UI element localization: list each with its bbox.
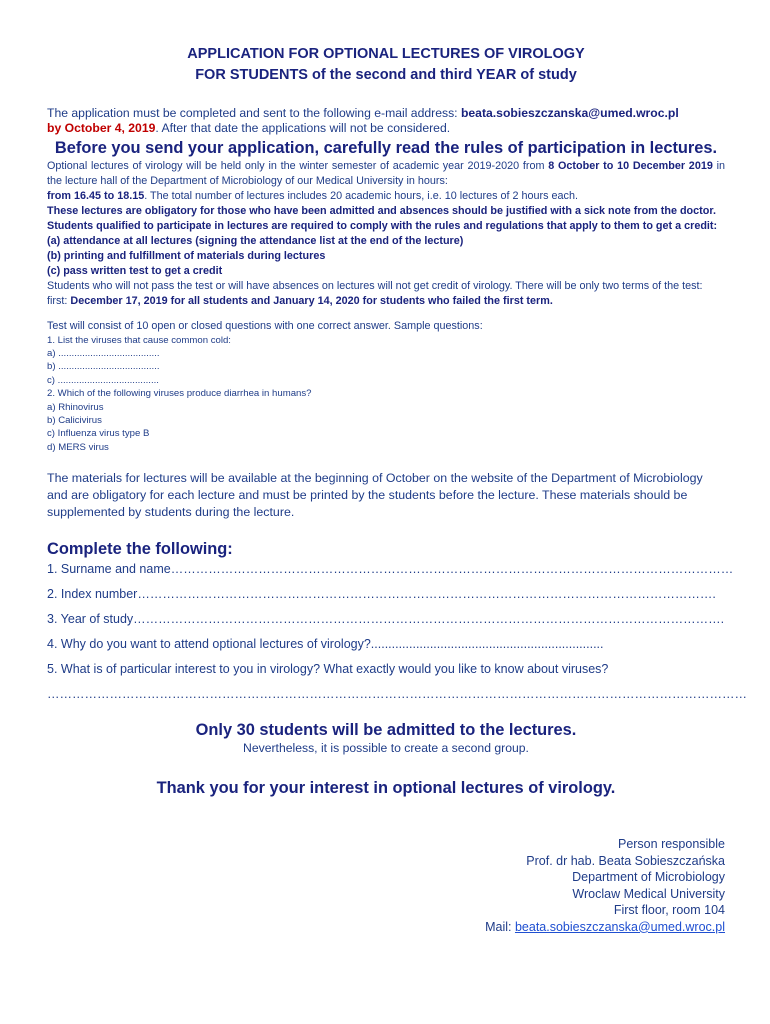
rules-obligatory: These lectures are obligatory for those who have been admitted and absences should be justified with a sick note from the doctor. (47, 205, 716, 217)
intro-paragraph (47, 106, 725, 136)
test-line: 2. Which of the following viruses produce diarrhea in humans? (47, 388, 312, 400)
field-interest-question: 5. What is of particular interest to you in virology? What exactly would you like to know about viruses? (47, 662, 609, 677)
signature-name: Prof. dr hab. Beata Sobieszczańska (526, 853, 725, 868)
schedule-text-2: in the lecture hall of the Department of Microbiology of our Medical University in hours: (47, 160, 725, 187)
title-line-2: FOR STUDENTS of the second and third YEAR of study (195, 67, 577, 83)
intro-text-1: The application must be completed and sent to the following e-mail address: (47, 106, 461, 120)
signature-room: First floor, room 104 (613, 903, 725, 918)
rules-block (47, 159, 725, 309)
mail-label: Mail: (485, 919, 515, 934)
document-title (47, 44, 725, 86)
signature-role: Person responsible (617, 837, 725, 852)
schedule-text: Optional lectures of virology will be held only in the winter semester of academic year 2019-2020 from (47, 160, 549, 172)
test-line: b) ...................................... (47, 361, 160, 373)
test-line: a) ...................................... (47, 347, 160, 359)
signature-department: Department of Microbiology (572, 870, 725, 885)
test-line: c) Influenza virus type B (47, 428, 150, 440)
rules-qualified: Students qualified to participate in lectures are required to comply with the rules and regulations that apply to them to get a credit: (47, 220, 718, 232)
rules-hours (47, 189, 725, 204)
hours: from 16.45 to 18.15 (47, 190, 145, 202)
test-line: d) MERS virus (47, 441, 109, 453)
mail-link[interactable]: beata.sobieszczanska@umed.wroc.pl (514, 919, 725, 934)
intro-text-2: . After that date the applications will not be considered. (155, 121, 451, 135)
schedule-dates: 8 October to 10 December 2019 (548, 160, 713, 172)
signature-block (47, 836, 725, 935)
test-block (47, 320, 725, 454)
test-lines (47, 334, 725, 455)
rules-schedule (47, 159, 725, 189)
second-group-note: Nevertheless, it is possible to create a second group. (243, 741, 529, 756)
test-intro: Test will consist of 10 open or closed questions with one correct answer. Sample questions: (47, 320, 483, 332)
test-line: b) Calicivirus (47, 414, 102, 426)
signature-mail (47, 919, 725, 936)
first-label: first: (47, 295, 71, 307)
signature-university: Wroclaw Medical University (572, 886, 725, 901)
hours-text: . The total number of lectures includes 20 academic hours, i.e. 10 lectures of 2 hours each. (144, 190, 578, 202)
document-page (47, 0, 747, 935)
field-index-number[interactable]: 2. Index number…………………………………………………………………………………………………………………………. (47, 587, 716, 602)
title-line-1: APPLICATION FOR OPTIONAL LECTURES OF VIROLOGY (187, 46, 585, 62)
field-interest-answer[interactable]: …………………………………………………………………………………………………………………………………………………… (47, 687, 747, 702)
complete-heading: Complete the following: (47, 540, 233, 559)
field-year-of-study[interactable]: 3. Year of study……………………………………………………………………………………………………………………………. (47, 612, 725, 627)
form-fields (47, 562, 747, 702)
intro-email: beata.sobieszczanska@umed.wroc.pl (460, 106, 679, 120)
field-why-attend[interactable]: 4. Why do you want to attend optional lectures of virology?................................................................... (47, 637, 604, 652)
requirement-a: (a) attendance at all lectures (signing the attendance list at the end of the lecture) (47, 235, 464, 247)
test-dates: December 17, 2019 for all students and January 14, 2020 for students who failed the first term. (70, 295, 553, 307)
materials-paragraph: The materials for lectures will be available at the beginning of October on the website of the Department of Microbiology and are obligatory for each lecture and must be printed by the students before the lecture. These materials should be supplemented by students during the lecture. (47, 471, 703, 520)
intro-deadline: by October 4, 2019 (47, 121, 156, 135)
rules-test-dates (47, 294, 725, 309)
field-surname[interactable]: 1. Surname and name……………………………………………………………………………………………………………………… (47, 562, 734, 577)
before-heading: Before you send your application, carefully read the rules of participation in lectures. (54, 139, 718, 157)
test-line: a) Rhinovirus (47, 401, 104, 413)
requirement-b: (b) printing and fulfillment of materials during lectures (47, 250, 326, 262)
rules-no-credit: Students who will not pass the test or will have absences on lectures will not get credit of virology. There will be only two terms of the test: (47, 280, 703, 292)
test-line: c) ...................................... (47, 374, 159, 386)
only-30-heading: Only 30 students will be admitted to the lectures. (195, 721, 577, 740)
thanks-heading: Thank you for your interest in optional lectures of virology. (156, 779, 616, 798)
requirement-c: (c) pass written test to get a credit (47, 265, 223, 277)
test-line: 1. List the viruses that cause common cold: (47, 334, 231, 346)
